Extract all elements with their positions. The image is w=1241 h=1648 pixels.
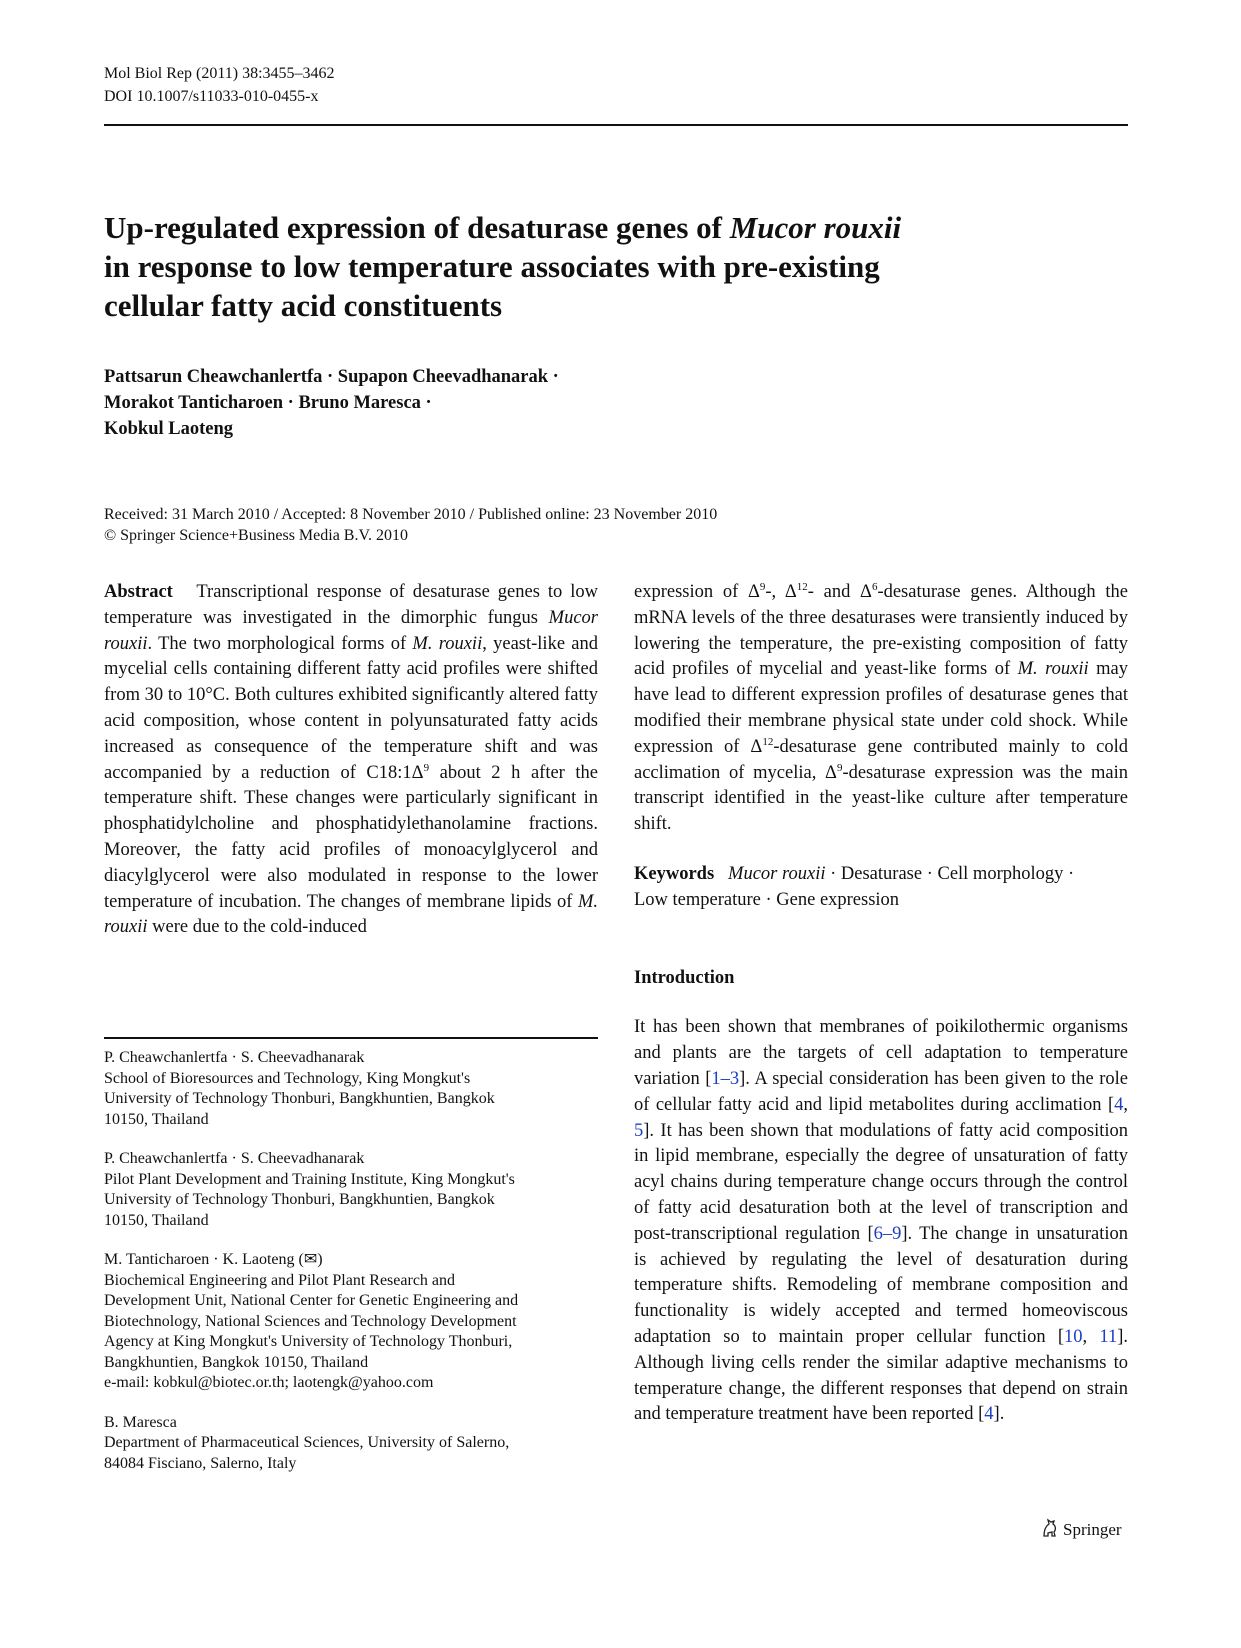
- affiliations: [104, 1048, 598, 1493]
- section-heading-introduction: Introduction: [634, 967, 735, 988]
- springer-horse-icon: [1040, 1518, 1060, 1538]
- keywords-label: Keywords: [634, 863, 715, 884]
- envelope-icon: ✉: [303, 1251, 318, 1268]
- affiliation-item: P. Cheawchanlertfa · S. Cheevadhanarak School of Bioresources and Technology, King Mongkut's University of Technology Thonburi, Bangkhuntien, Bangkok 10150, Thailand: [104, 1049, 495, 1128]
- author-list: Pattsarun Cheawchanlertfa · Supapon Cheevadhanarak · Morakot Tanticharoen · Bruno Maresca · Kobkul Laoteng: [104, 367, 559, 439]
- publisher-logo: Springer: [1040, 1518, 1122, 1540]
- title-species: Mucor rouxii: [729, 210, 902, 245]
- citation-link[interactable]: 6–9: [873, 1223, 902, 1244]
- history-dates: Received: 31 March 2010 / Accepted: 8 November 2010 / Published online: 23 November 2010: [104, 506, 718, 523]
- footnote-divider: [104, 1037, 598, 1039]
- abstract-label: Abstract: [104, 582, 173, 602]
- publication-dates: [104, 504, 717, 546]
- affiliation-item: B. Maresca Department of Pharmaceutical Sciences, University of Salerno, 84084 Fisciano, Salerno, Italy: [104, 1413, 510, 1472]
- affiliation-item: M. Tanticharoen · K. Laoteng (✉) Biochemical Engineering and Pilot Plant Research and Development Unit, National Center for Genetic Engineering and Biotechnology, National Sciences and Technology Development Agency at King Mongkut's University of Technology Thonburi, Bangkhuntien, Bangkok 10150, Thailand e-mail: kobkul@biotec.or.th; laotengk@yahoo.com: [104, 1250, 598, 1394]
- journal-citation: Mol Biol Rep (2011) 38:3455–3462: [104, 65, 335, 82]
- abstract-continued: expression of $\Delta^9-$, $\Delta^{12}-$ and $\Delta^6$-desaturase genes. Although the mRNA levels of the three desaturases were transiently induced by lowering the temperature, the pre-existing composition of fatty acid profiles of mycelial and yeast-like forms of M. rouxii may have lead to different expression profiles of desaturase genes that modified their membrane physical state under cold shock. While expression of $\Delta^{12}$-desaturase gene contributed mainly to cold acclimation of mycelia, $\Delta^9$-desaturase expression was the main transcript identified in the yeast-like culture after temperature shift.: [634, 580, 1129, 835]
- running-header: [104, 62, 335, 108]
- right-column: [634, 580, 1128, 1428]
- citation-link[interactable]: 11: [1099, 1326, 1118, 1347]
- paper-title: Up-regulated expression of desaturase genes of Mucor rouxii in response to low temperature associates with pre-existing cellular fatty acid constituents: [104, 210, 902, 323]
- citation-link[interactable]: 5: [634, 1120, 644, 1141]
- keywords: Keywords Mucor rouxii · Desaturase · Cell morphology · Low temperature · Gene expression: [634, 863, 1075, 910]
- citation-link[interactable]: 4: [1114, 1094, 1124, 1115]
- affiliation-item: P. Cheawchanlertfa · S. Cheevadhanarak Pilot Plant Development and Training Institute, King Mongkut's University of Technology Thonburi, Bangkhuntien, Bangkok 10150, Thailand: [104, 1150, 515, 1229]
- email-line[interactable]: e-mail: kobkul@biotec.or.th; laotengk@yahoo.com: [104, 1374, 434, 1391]
- introduction-text: It has been shown that membranes of poikilothermic organisms and plants are the targets of cell adaptation to temperature variation [1–3]. A special consideration has been given to the role of cellular fatty acid and lipid metabolites during acclimation [4, 5]. It has been shown that modulations of fatty acid composition in lipid membrane, especially the degree of unsaturation of fatty acyl chains during temperature change occurs through the control of fatty acid desaturation both at the level of transcription and post-transcriptional regulation [6–9]. The change in unsaturation is achieved by regulating the level of desaturation during temperature shifts. Remodeling of membrane composition and functionality is widely accepted and termed homeoviscous adaptation so to maintain proper cellular function [10, 11]. Although living cells render the similar adaptive mechanisms to temperature change, the different responses that depend on strain and temperature treatment have been reported [4].: [634, 1017, 1129, 1425]
- citation-link[interactable]: 4: [984, 1404, 994, 1425]
- abstract-left-column: Abstract Transcriptional response of desaturase genes to low temperature was investigated in the dimorphic fungus Mucor rouxii. The two morphological forms of M. rouxii, yeast-like and mycelial cells containing different fatty acid profiles were shifted from 30 to 10°C. Both cultures exhibited significantly altered fatty acid composition, whose content in polyunsaturated fatty acids increased as consequence of the temperature shift and was accompanied by a reduction of $C18:1\Delta^9$ about 2 h after the temperature shift. These changes were particularly significant in phosphatidylcholine and phosphatidylethanolamine fractions. Moreover, the fatty acid profiles of monoacylglycerol and diacylglycerol were also modulated in response to the lower temperature of incubation. The changes of membrane lipids of M. rouxii were due to the cold-induced: [104, 582, 599, 938]
- citation-link[interactable]: 10: [1064, 1326, 1083, 1347]
- header-divider: [104, 124, 1128, 126]
- citation-link[interactable]: 1–3: [711, 1068, 740, 1089]
- doi[interactable]: DOI 10.1007/s11033-010-0455-x: [104, 88, 319, 105]
- copyright: © Springer Science+Business Media B.V. 2010: [104, 527, 408, 544]
